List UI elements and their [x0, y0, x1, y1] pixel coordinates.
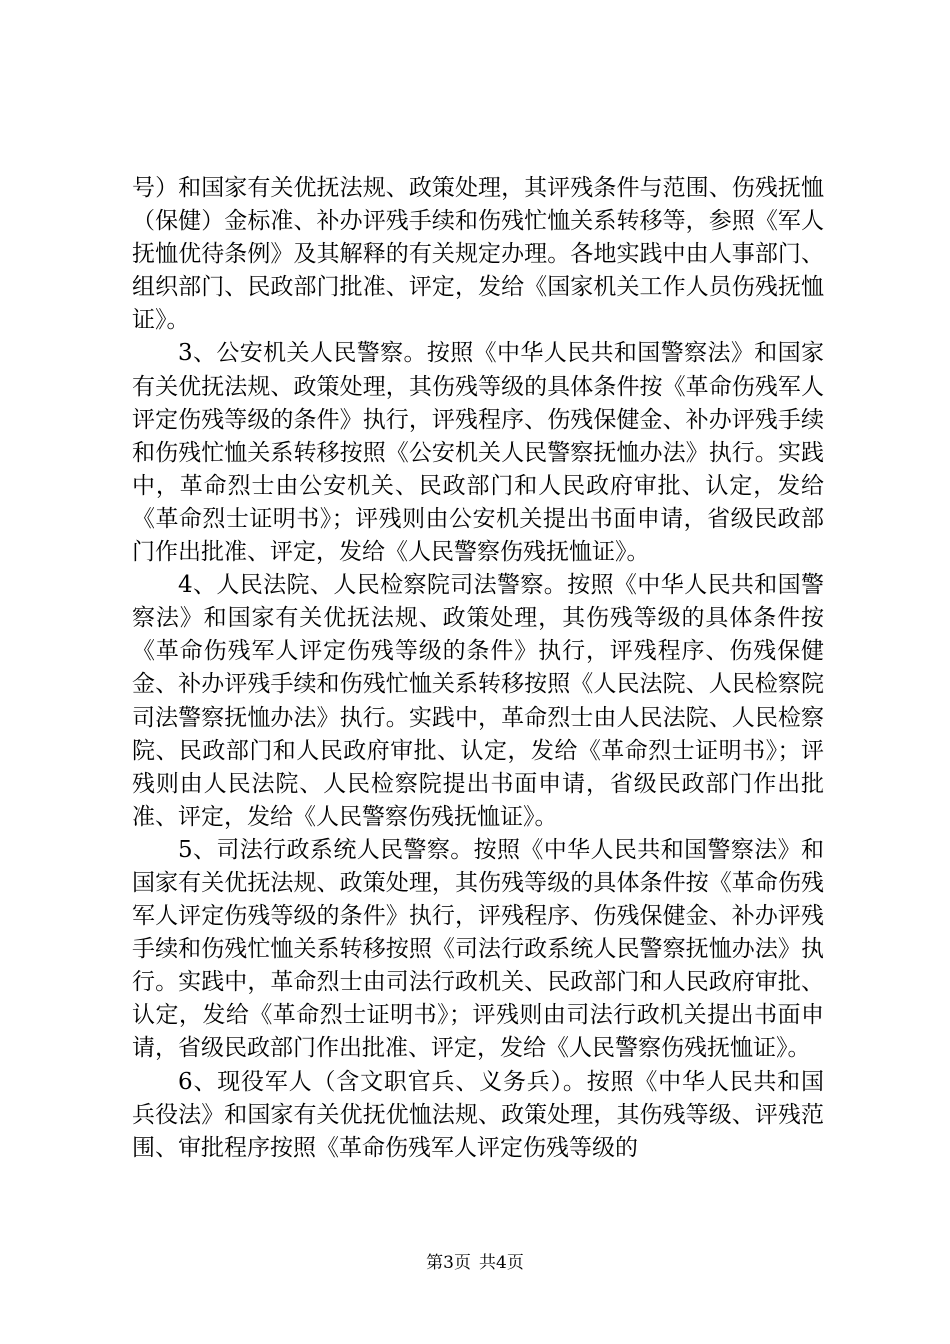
- page-number: 第3页: [426, 1253, 471, 1273]
- paragraph-item-5: 5、司法行政系统人民警察。按照《中华人民共和国警察法》和国家有关优抚法规、政策处理，其伤残等级的具体条件按《革命伤残军人评定伤残等级的条件》执行，评残程序、伤残保健金、补办评残手续和伤残忙恤关系转移按照《司法行政系统人民警察抚恤办法》执行。实践中，革命烈士由司法行政机关、民政部门和人民政府审批、认定，发给《革命烈士证明书》；评残则由司法行政机关提出书面申请，省级民政部门作出批准、评定，发给《人民警察伤残抚恤证》。: [132, 836, 824, 1062]
- paragraph-item-6: 6、现役军人（含文职官兵、义务兵）。按照《中华人民共和国兵役法》和国家有关优抚优恤法规、政策处理，其伤残等级、评残范围、审批程序按照《革命伤残军人评定伤残等级的: [132, 1068, 824, 1161]
- paragraph-continuation: 号）和国家有关优抚法规、政策处理，其评残条件与范围、伤残抚恤（保健）金标准、补办评残手续和伤残忙恤关系转移等，参照《军人抚恤优待条例》及其解释的有关规定办理。各地实践中由人事部门、组织部门、民政部门批准、评定，发给《国家机关工作人员伤残抚恤证》。: [132, 175, 824, 334]
- page-footer: [0, 1252, 950, 1274]
- paragraph-item-4: 4、人民法院、人民检察院司法警察。按照《中华人民共和国警察法》和国家有关优抚法规、政策处理，其伤残等级的具体条件按《革命伤残军人评定伤残等级的条件》执行，评残程序、伤残保健金、补办评残手续和伤残忙恤关系转移按照《人民法院、人民检察院司法警察抚恤办法》执行。实践中，革命烈士由人民法院、人民检察院、民政部门和人民政府审批、认定，发给《革命烈士证明书》；评残则由人民法院、人民检察院提出书面申请，省级民政部门作出批准、评定，发给《人民警察伤残抚恤证》。: [132, 572, 824, 830]
- document-body: [132, 172, 824, 1165]
- paragraph-item-3: 3、公安机关人民警察。按照《中华人民共和国警察法》和国家有关优抚法规、政策处理，其伤残等级的具体条件按《革命伤残军人评定伤残等级的条件》执行，评残程序、伤残保健金、补办评残手续和伤残忙恤关系转移按照《公安机关人民警察抚恤办法》执行。实践中，革命烈士由公安机关、民政部门和人民政府审批、认定，发给《革命烈士证明书》；评残则由公安机关提出书面申请，省级民政部门作出批准、评定，发给《人民警察伤残抚恤证》。: [132, 340, 824, 566]
- page-total: 共4页: [479, 1253, 524, 1273]
